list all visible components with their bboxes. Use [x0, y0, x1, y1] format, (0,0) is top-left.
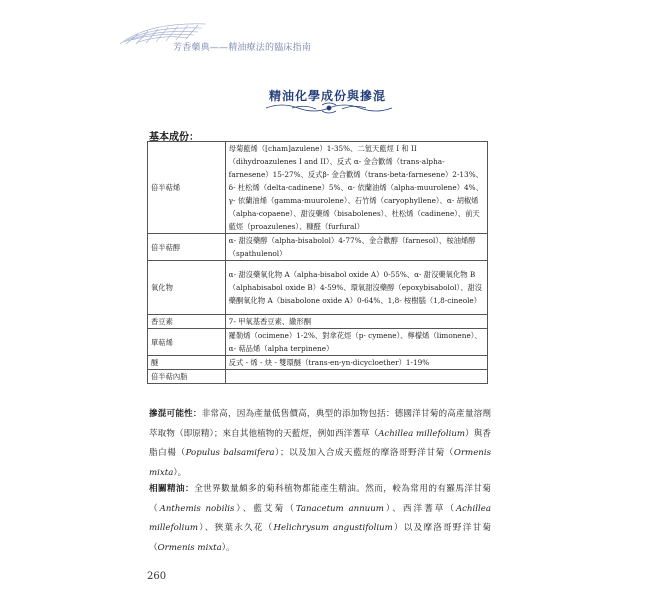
- species-name: Achillea millefolium: [378, 428, 466, 439]
- table-row: [148, 234, 488, 261]
- table-row: [148, 261, 488, 315]
- row-content: 羅勒烯（ocimene）1-2%、對傘花烴（p- cymene）、檸檬烯（limonene）、α- 萜品烯（alpha terpinene）: [225, 329, 487, 356]
- row-category: 氧化物: [148, 261, 226, 315]
- species-name: Ormenis mixta: [157, 542, 222, 553]
- table-row: [148, 329, 488, 356]
- adulteration-text: ）與香脂白楊（: [149, 428, 491, 458]
- species-name: Tanacetum annuum: [295, 503, 384, 514]
- row-category: 醚: [148, 356, 226, 370]
- table-row: [148, 142, 488, 234]
- related-text: ）。: [221, 542, 235, 553]
- adulteration-text: 非常高，因為產量低售價高，典型的添加物包括：德國洋甘菊的高產量溶劑萃取物（即原精）；來自其他植物的天藍烴，例如西洋蓍草（: [149, 409, 491, 439]
- row-category: 香豆素: [148, 315, 226, 329]
- row-content: α- 甜沒藥醇（alpha-bisabolol）4-77%、金合歡醇（farnesol）、桉油烯醇（spathulenol）: [225, 234, 487, 261]
- adulteration-label: 摻混可能性：: [149, 409, 202, 419]
- related-text: ）、西洋蓍草（: [383, 503, 456, 514]
- related-text: ）以及摩洛哥野洋甘菊（: [149, 523, 491, 553]
- row-category: 倍半萜醇: [148, 234, 226, 261]
- section-title: 精油化學成份與摻混: [268, 89, 386, 103]
- components-table: [147, 141, 488, 384]
- table-row: [148, 315, 488, 329]
- running-head: 芳香藥典——精油療法的臨床指南: [173, 43, 312, 53]
- species-name: Populus balsamifera: [185, 448, 275, 458]
- basic-components-heading: 基本成份：: [149, 132, 199, 143]
- species-name: Ormenis mixta: [149, 448, 491, 478]
- row-content: 7- 甲氧基香豆素、繖形酮: [225, 315, 487, 329]
- row-category: 倍半萜烯: [148, 142, 226, 234]
- flourish-ornament-icon: [262, 101, 396, 115]
- table-row: [148, 356, 488, 370]
- adulteration-paragraph: [149, 405, 491, 483]
- table-row: [148, 370, 488, 384]
- related-text: ）、藍艾菊（: [234, 503, 296, 514]
- row-content: 母菊藍烯（[cham]azulene）1-35%、二氫天藍烴 I 和 II（dihydroazulenes I and II）、反式 α- 金合歡烯（trans-alpha-farnesene）15-27%、反式β- 金合歡烯（trans-beta-farnesene）2-13%、δ- 杜松烯（delta-cadinene）5%、α- 依蘭油烯（alpha-muurolene）4%、γ- 依蘭油烯（gamma-muurolene）、石竹烯（caryophyllene）、α- 胡椒烯（alpha-copaene）、甜沒藥烯（bisabolenes）、杜松烯（cadinene）、前天藍烴（proazulenes）、糠醛（furfural）: [225, 142, 487, 234]
- row-content: [225, 370, 487, 384]
- related-label: 相關精油：: [149, 484, 195, 494]
- species-name: Achillea millefolium: [149, 503, 491, 533]
- species-name: Anthemis nobilis: [159, 503, 235, 514]
- row-content: α- 甜沒藥氧化物 A（alpha-bisabol oxide A）0-55%、α- 甜沒藥氧化物 B（alphabisabol oxide B）4-59%、環氧甜沒藥醇（epoxybisabolol）、甜沒藥酮氧化物 A（bisabolone oxide A）0-64%、1,8- 桉樹腦（1,8-cineole）: [225, 261, 487, 315]
- adulteration-text: ）；以及加入合成天藍烴的摩洛哥野洋甘菊（: [274, 448, 454, 458]
- related-text: 全世界數量頗多的菊科植物都能產生精油。然而，較為常用的有羅馬洋甘菊（: [149, 484, 491, 514]
- row-category: 單萜烯: [148, 329, 226, 356]
- species-name: Helichrysum angustifolium: [273, 523, 393, 533]
- related-text: ）、狹葉永久花（: [198, 523, 274, 533]
- row-content: 反式 - 烯 - 炔 - 雙環醚（trans-en-yn-dicycloether）1-19%: [225, 356, 487, 370]
- row-category: 倍半萜內脂: [148, 370, 226, 384]
- adulteration-text: ）。: [173, 467, 187, 478]
- related-oils-paragraph: [149, 480, 491, 558]
- page-number: 260: [147, 571, 167, 582]
